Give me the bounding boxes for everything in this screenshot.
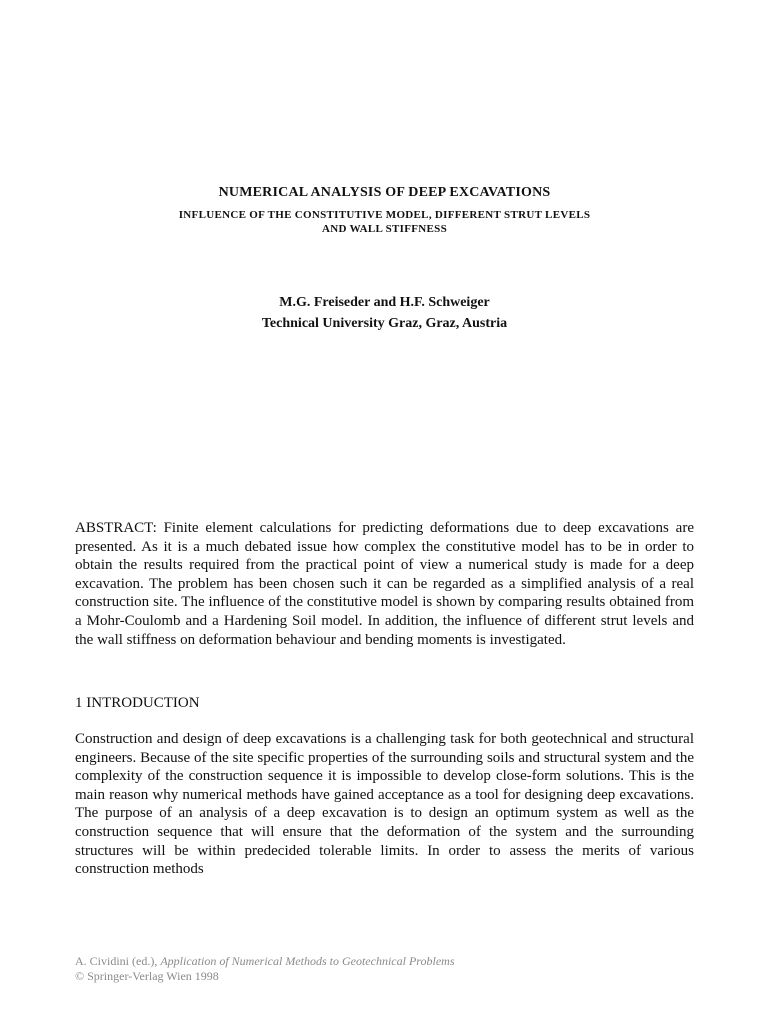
citation-line [75, 954, 455, 969]
citation-editor: A. Cividini (ed.), [75, 954, 161, 968]
citation-book-title: Application of Numerical Methods to Geotechnical Problems [160, 954, 455, 968]
paper-title [75, 184, 694, 202]
author-affiliation: Technical University Graz, Graz, Austria [261, 316, 508, 331]
copyright-line: © Springer-Verlag Wien 1998 [75, 969, 219, 983]
title-text: NUMERICAL ANALYSIS OF DEEP EXCAVATIONS [218, 185, 551, 200]
citation-footer [75, 954, 455, 984]
introduction-paragraph: Construction and design of deep excavations is a challenging task for both geotechnical and structural engineers. Because of the site specific properties of the surrounding soils and structural system and the complexity of the construction sequence it is impossible to develop close-form solutions. This is the main reason why numerical methods have gained acceptance as a tool for designing deep excavations. The purpose of an analysis of a deep excavation is to design an optimum system as well as the construction sequence that will ensure that the deformation of the system and the surrounding structures will be within predecided tolerable limits. In order to assess the merits of various construction methods [75, 731, 694, 878]
subtitle-line-1: INFLUENCE OF THE CONSTITUTIVE MODEL, DIFFERENT STRUT LEVELS [178, 209, 591, 221]
subtitle-line-2: AND WALL STIFFNESS [321, 223, 447, 235]
paper-subtitle [75, 208, 694, 236]
abstract-paragraph: ABSTRACT: Finite element calculations for predicting deformations due to deep excavations are presented. As it is a much debated issue how complex the constitutive model has to be in order to obtain the results required from the practical point of view a numerical study is made for a deep excavation. The problem has been chosen such it can be regarded as a simplified analysis of a real construction site. The influence of the constitutive model is shown by comparing results obtained from a Mohr-Coulomb and a Hardening Soil model. In addition, the influence of different strut levels and the wall stiffness on deformation behaviour and bending moments is investigated. [75, 520, 694, 648]
section-heading-introduction: 1 INTRODUCTION [75, 695, 200, 711]
author-block [75, 292, 694, 334]
author-names: M.G. Freiseder and H.F. Schweiger [279, 295, 490, 310]
